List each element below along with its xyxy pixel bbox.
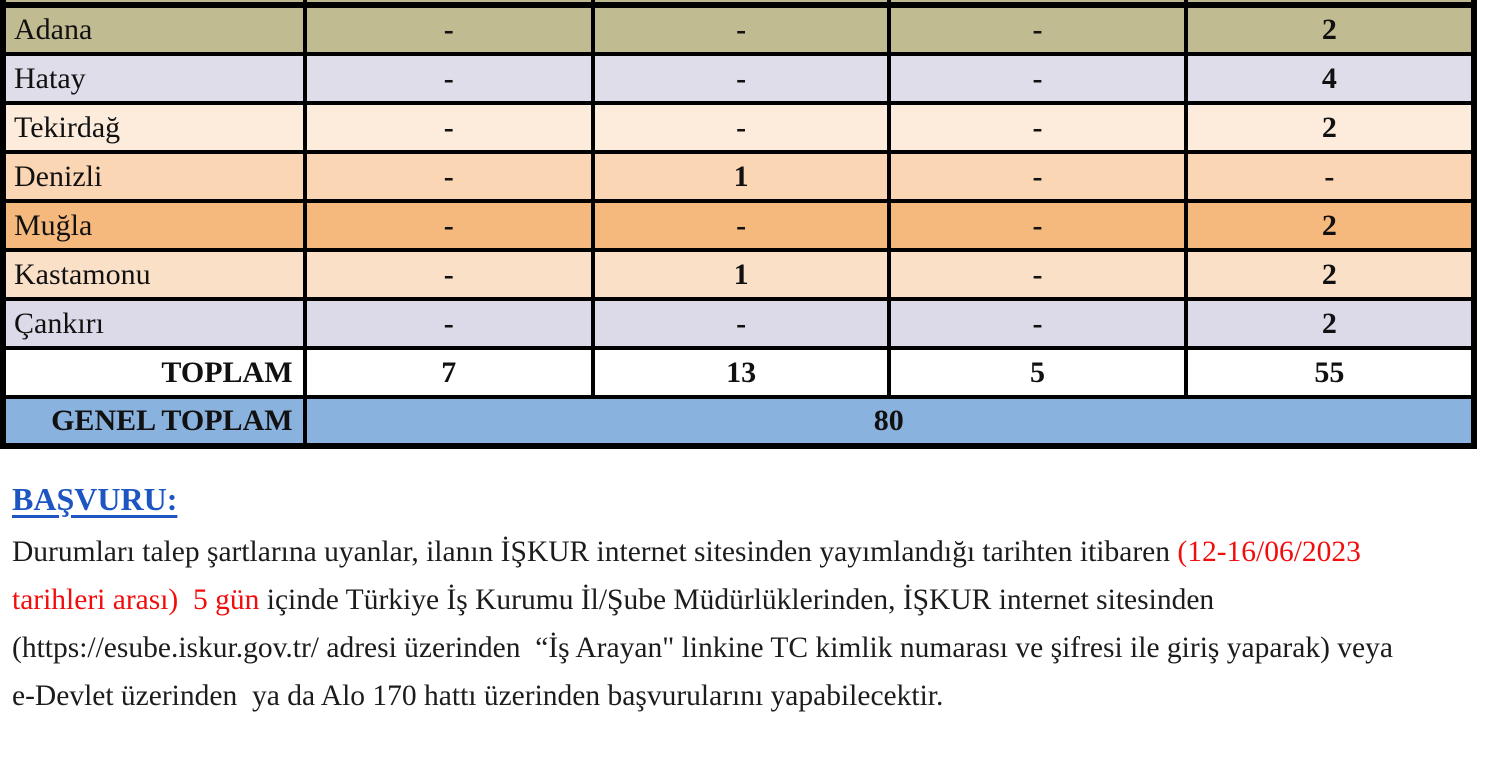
application-heading: BAŞVURU: — [12, 481, 178, 517]
value-cell: 2 — [1186, 5, 1474, 54]
application-paragraph-line — [12, 672, 1486, 720]
total-row — [3, 348, 1474, 397]
total-value-cell: 55 — [1186, 348, 1474, 397]
application-paragraph-line — [12, 576, 1486, 624]
total-value-cell: 13 — [593, 348, 889, 397]
paragraph-red-text: (12-16/06/2023 — [1177, 536, 1361, 568]
province-cell: Hatay — [3, 54, 305, 103]
province-cell: Çankırı — [3, 299, 305, 348]
table-row — [3, 201, 1474, 250]
province-cell: Denizli — [3, 152, 305, 201]
grand-total-value-cell: 80 — [305, 397, 1474, 446]
value-cell: 2 — [1186, 201, 1474, 250]
value-cell: - — [889, 299, 1185, 348]
value-cell: - — [305, 201, 593, 250]
value-cell: - — [593, 5, 889, 54]
province-cell: Tekirdağ — [3, 103, 305, 152]
table-row — [3, 103, 1474, 152]
value-cell: - — [889, 54, 1185, 103]
application-paragraph-line — [12, 624, 1486, 672]
paragraph-text: e-Devlet üzerinden ya da Alo 170 hattı üzerinden başvurularını yapabilecektir. — [12, 680, 944, 712]
value-cell: 2 — [1186, 103, 1474, 152]
total-label-cell: TOPLAM — [3, 348, 305, 397]
total-value-cell: 7 — [305, 348, 593, 397]
value-cell: - — [889, 201, 1185, 250]
value-cell: - — [593, 103, 889, 152]
value-cell: - — [1186, 152, 1474, 201]
value-cell: 4 — [1186, 54, 1474, 103]
paragraph-text: (https://esube.iskur.gov.tr/ adresi üzerinden “İş Arayan" linkine TC kimlik numarası ve şifresi ile giriş yaparak) veya — [12, 632, 1393, 664]
value-cell: - — [305, 152, 593, 201]
application-paragraph-line — [12, 528, 1486, 576]
grand-total-row — [3, 397, 1474, 446]
table-row — [3, 250, 1474, 299]
table-row — [3, 54, 1474, 103]
value-cell: - — [889, 250, 1185, 299]
value-cell: - — [889, 103, 1185, 152]
paragraph-text: Durumları talep şartlarına uyanlar, ilanın İŞKUR internet sitesinden yayımlandığı tarihten itibaren — [12, 536, 1178, 568]
value-cell: - — [305, 54, 593, 103]
province-cell: Muğla — [3, 201, 305, 250]
total-value-cell: 5 — [889, 348, 1185, 397]
table-row — [3, 5, 1474, 54]
value-cell: 2 — [1186, 250, 1474, 299]
table-row — [3, 152, 1474, 201]
table-row — [3, 299, 1474, 348]
value-cell: - — [593, 54, 889, 103]
value-cell: 2 — [1186, 299, 1474, 348]
province-cell: Kastamonu — [3, 250, 305, 299]
application-section — [0, 449, 1500, 720]
province-cell: Adana — [3, 5, 305, 54]
value-cell: - — [593, 299, 889, 348]
value-cell: - — [889, 152, 1185, 201]
value-cell: 1 — [593, 152, 889, 201]
paragraph-red-text: tarihleri arası) 5 gün — [12, 584, 260, 616]
value-cell: - — [305, 5, 593, 54]
value-cell: - — [305, 250, 593, 299]
grand-total-label-cell: GENEL TOPLAM — [3, 397, 305, 446]
value-cell: - — [889, 5, 1185, 54]
value-cell: - — [305, 103, 593, 152]
value-cell: - — [593, 201, 889, 250]
paragraph-text: içinde Türkiye İş Kurumu İl/Şube Müdürlüklerinden, İŞKUR internet sitesinden — [259, 584, 1215, 616]
value-cell: - — [305, 299, 593, 348]
value-cell: 1 — [593, 250, 889, 299]
